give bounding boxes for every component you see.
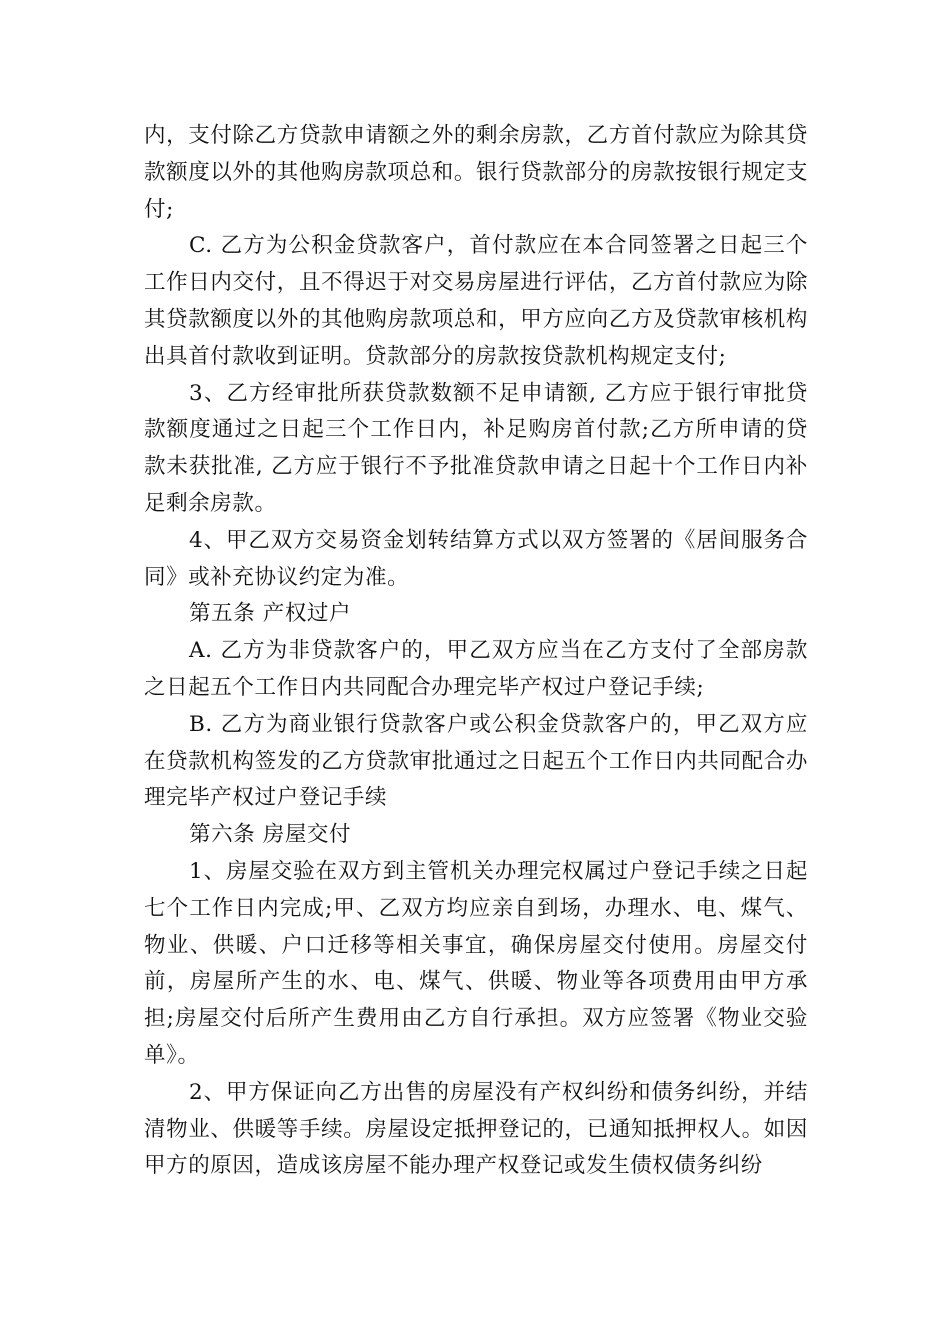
paragraph-item-4: 4、甲乙双方交易资金划转结算方式以双方签署的《居间服务合同》或补充协议约定为准。	[144, 527, 808, 590]
paragraph-clause-a: A. 乙方为非贷款客户的，甲乙双方应当在乙方支付了全部房款之日起五个工作日内共同配合办理完毕产权过户登记手续;	[144, 638, 808, 700]
section-heading-article-6: 第六条 房屋交付	[189, 822, 352, 848]
paragraph-clause-c: C. 乙方为公积金贷款客户，首付款应在本合同签署之日起三个工作日内交付，且不得迟于对交易房屋进行评估，乙方首付款应为除其贷款额度以外的其他购房款项总和，甲方应向乙方及贷款审核机构出具首付款收到证明。贷款部分的房款按贷款机构规定支付;	[144, 233, 808, 369]
paragraph-item-1: 1、房屋交验在双方到主管机关办理完权属过户登记手续之日起七个工作日内完成;甲、乙双方均应亲自到场，办理水、电、煤气、物业、供暖、户口迁移等相关事宜，确保房屋交付使用。房屋交付前，房屋所产生的水、电、煤气、供暖、物业等各项费用由甲方承担;房屋交付后所产生费用由乙方自行承担。双方应签署《物业交验单》。	[144, 858, 808, 1068]
paragraph-clause-b: B. 乙方为商业银行贷款客户或公积金贷款客户的，甲乙双方应在贷款机构签发的乙方贷款审批通过之日起五个工作日内共同配合办理完毕产权过户登记手续	[144, 711, 808, 811]
document-body	[144, 118, 808, 1185]
section-heading-article-5: 第五条 产权过户	[189, 601, 352, 627]
paragraph-item-3: 3、乙方经审批所获贷款数额不足申请额, 乙方应于银行审批贷款额度通过之日起三个工作日内，补足购房首付款;乙方所申请的贷款未获批准, 乙方应于银行不予批准贷款申请之日起十个工作日内补足剩余房款。	[144, 380, 808, 516]
paragraph-continuation: 内，支付除乙方贷款申请额之外的剩余房款，乙方首付款应为除其贷款额度以外的其他购房款项总和。银行贷款部分的房款按银行规定支付;	[144, 123, 808, 222]
paragraph-item-2: 2、甲方保证向乙方出售的房屋没有产权纠纷和债务纠纷，并结清物业、供暖等手续。房屋设定抵押登记的，已通知抵押权人。如因甲方的原因，造成该房屋不能办理产权登记或发生债权债务纠纷	[144, 1079, 808, 1179]
